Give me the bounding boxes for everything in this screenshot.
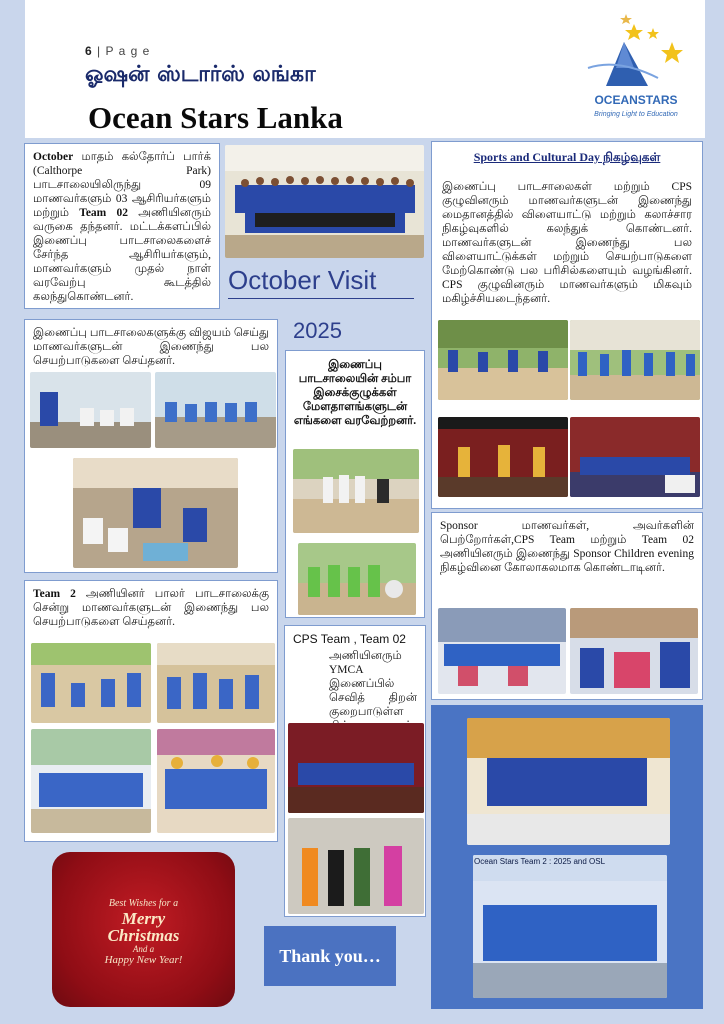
visit-title: October Visit <box>228 265 377 295</box>
sports-photo-4 <box>570 417 700 497</box>
oceanstars-logo <box>578 8 690 126</box>
team2-box <box>24 580 278 842</box>
xmas-merry: Merry Christmas <box>107 909 180 945</box>
tamil-title: ஓஷன் ஸ்டார்ஸ் லங்கா <box>85 62 316 87</box>
welcome-photo-1 <box>293 449 419 533</box>
visit-divider <box>228 298 414 299</box>
xmas-line1: Best Wishes for a <box>108 898 179 909</box>
activities-text: இணைப்பு பாடசாலைகளுக்கு விஜயம் செய்து மாணவர்களுடன் இணைந்து பல செயற்பாடுகளை செய்தனர். <box>33 327 269 367</box>
intro-text: October மாதம் கல்தோர்ப் பார்க் (Calthorpe Park) பாடசாலையிலிருந்து 09 மாணவர்களும் 03 ஆசிரியர்களும் மற்றும் Team 02 அணியினரும் வருகை தந்தனர். மட்டக்களப்பில் இணைப்பு பாடசாலைகளைச் சேர்ந்த ஆசிரியர்களும், மாணவர்களும் முதல் நாள் வரவேற்பு கூடத்தில் கலந்துகொண்டனர். <box>33 151 211 303</box>
team2-photo-2 <box>157 643 275 723</box>
sports-photo-2 <box>570 320 700 400</box>
xmas-newyear: And a Happy New Year! <box>104 944 183 966</box>
ymca-photo-1 <box>288 723 424 813</box>
group-photo <box>225 145 424 258</box>
logo-tagline: Bringing Light to Education <box>594 111 678 118</box>
thank-you-banner: Thank you… <box>264 926 396 986</box>
ymca-box <box>284 625 426 917</box>
sponsor-photo-1 <box>438 608 566 694</box>
sports-photo-3 <box>438 417 568 497</box>
final-photo-2 <box>473 855 667 998</box>
sponsor-text: Sponsor மாணவர்கள், அவர்களின் பெற்றோர்கள்,CPS Team மற்றும் Team 02 அணியினரும் இணைந்து Sponsor Children evening நிகழ்வினை கோலாகலமாக கொண்டாடினர். <box>440 520 694 574</box>
team2-text: Team 2 அணியினர் பாலர் பாடசாலைக்கு சென்று மாணவர்களுடன் இணைந்து பல செயற்பாடுகளை செய்தனர். <box>33 588 269 628</box>
osl-banner: Ocean Stars Team 2 : 2025 and OSL <box>474 857 606 866</box>
sponsor-photo-2 <box>570 608 698 694</box>
sports-box <box>431 141 703 509</box>
logo-name: OCEANSTARS <box>594 93 678 107</box>
english-title: Ocean Stars Lanka <box>88 100 343 135</box>
activities-photo-2 <box>155 372 276 448</box>
intro-box <box>24 143 220 309</box>
team2-photo-3 <box>31 729 151 833</box>
page-number: 6 | P a g e <box>85 44 151 58</box>
sponsor-box <box>431 512 703 700</box>
visit-year: 2025 <box>293 318 342 343</box>
final-photo-1 <box>467 718 670 845</box>
ymca-photo-2 <box>288 818 424 914</box>
welcome-box <box>285 350 425 618</box>
activities-box <box>24 319 278 573</box>
activities-photo-3 <box>73 458 238 568</box>
sports-photo-1 <box>438 320 568 400</box>
welcome-photo-2 <box>298 543 416 615</box>
team2-photo-1 <box>31 643 151 723</box>
welcome-text: இணைப்பு பாடசாலையின் சம்பா இசைக்குழுக்கள் மேளதாளங்களுடன் எங்களை வரவேற்றனர். <box>293 359 417 427</box>
sports-heading: Sports and Cultural Day நிகழ்வுகள் <box>473 150 661 164</box>
final-photos-panel <box>431 705 703 1009</box>
sports-text: இணைப்பு பாடசாலைகள் மற்றும் CPS குழுவினரும் மாணவர்களுடன் இணைந்து மைதானத்தில் விளையாட்டு மற்றும் கலாச்சார நிகழ்வுகளில் கலந்துக் கொண்டனர். மாணவர்களுடன் இணைந்து பல விளையாட்டுக்கள் மற்றும் செயற்பாடுகளை மேற்கொண்டு பல பரிசில்களையும் வழங்கினர். CPS குழுவினரும் மாணவர்களும் மிகவும் மகிழ்ச்சியடைந்தனர். <box>442 181 692 305</box>
activities-photo-1 <box>30 372 151 448</box>
ymca-heading: CPS Team , Team 02 <box>293 632 406 646</box>
ymca-text: அணியினரும் YMCA இணைப்பில் செவித் திறன் குறைபாடுள்ள <box>329 650 417 718</box>
team2-photo-4 <box>157 729 275 833</box>
